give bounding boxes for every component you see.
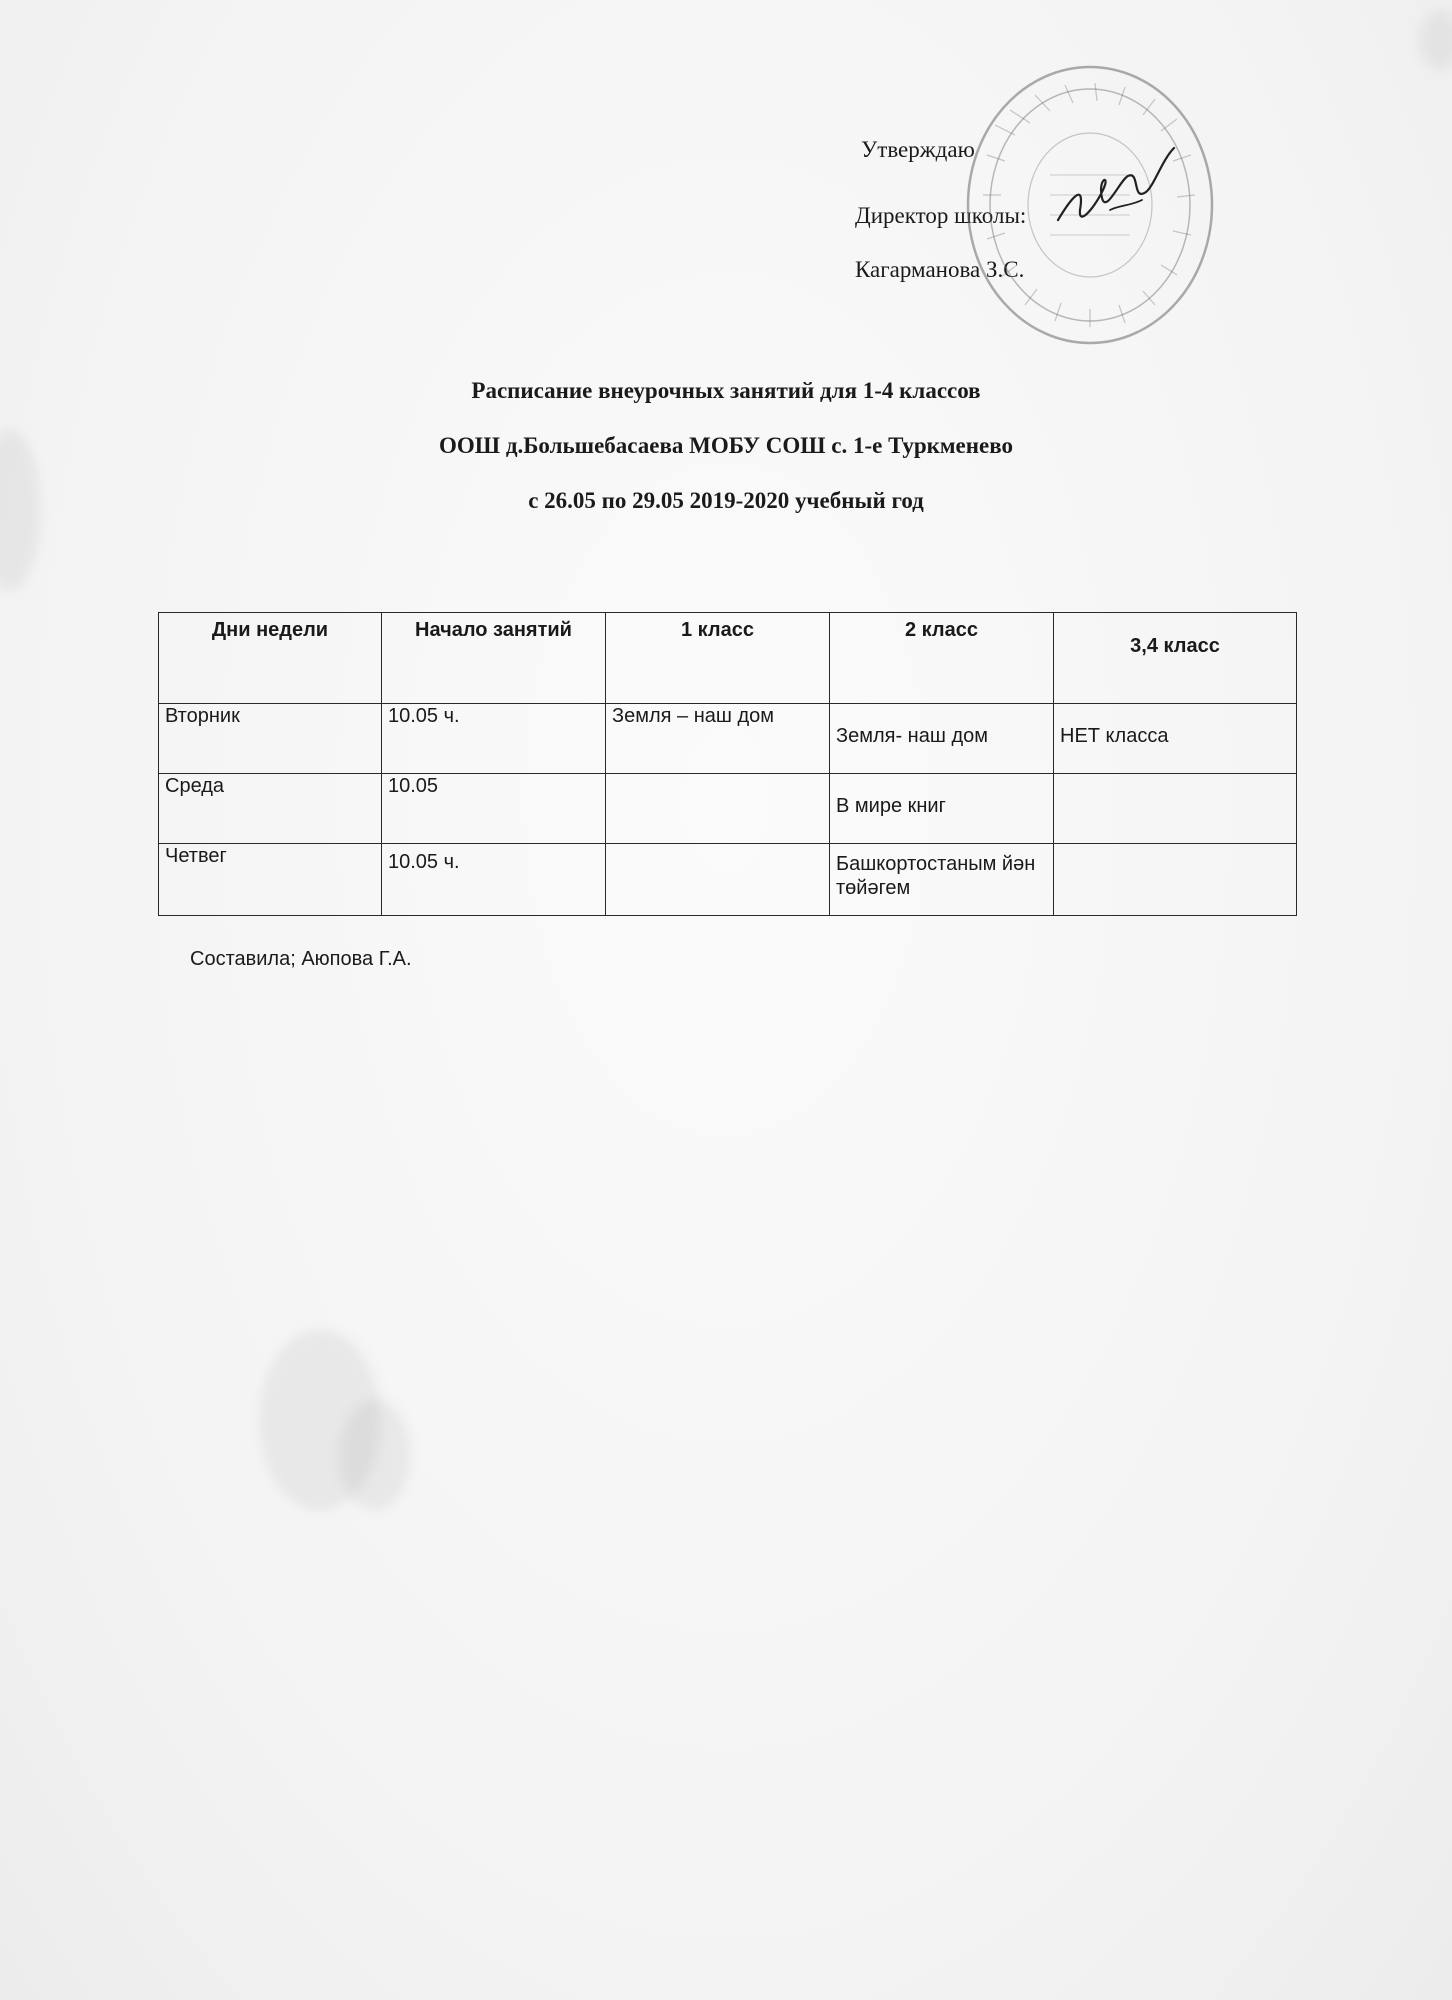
cell-class-1 [606,844,830,916]
cell-class-2: Башкортостаным йән төйәгем [830,844,1054,916]
cell-day: Среда [159,774,382,844]
cell-class-2: Земля- наш дом [830,704,1054,774]
cell-day: Четвег [159,844,382,916]
page-smudge [1420,10,1452,70]
header-start: Начало занятий [382,613,606,704]
cell-class-3-4 [1054,774,1297,844]
cell-start: 10.05 [382,774,606,844]
title-line-3: с 26.05 по 29.05 2019-2020 учебный год [528,488,924,513]
table-row [159,704,1297,774]
cell-class-3-4: НЕТ класса [1054,704,1297,774]
title-line-1: Расписание внеурочных занятий для 1-4 классов [471,378,981,403]
approve-label: Утверждаю [861,137,975,162]
header-class-2: 2 класс [830,613,1054,704]
cell-start: 10.05 ч. [382,704,606,774]
title-line-2: ООШ д.Большебасаева МОБУ СОШ с. 1-е Туркменево [439,433,1013,458]
table-row [159,774,1297,844]
cell-day: Вторник [159,704,382,774]
director-signature [1050,140,1180,250]
cell-class-2: В мире книг [830,774,1054,844]
cell-class-3-4 [1054,844,1297,916]
director-label: Директор школы: [855,203,1027,228]
cell-class-1 [606,774,830,844]
cell-start: 10.05 ч. [382,844,606,916]
table-row [159,844,1297,916]
schedule-table [158,612,1297,916]
director-name: Кагарманова З.С. [855,257,1025,282]
compiled-by: Составила; Аюпова Г.А. [190,948,412,970]
cell-class-1: Земля – наш дом [606,704,830,774]
table-header-row [159,613,1297,704]
header-class-3-4: 3,4 класс [1054,613,1297,704]
header-days: Дни недели [159,613,382,704]
header-class-1: 1 класс [606,613,830,704]
page-smudge [340,1400,410,1510]
